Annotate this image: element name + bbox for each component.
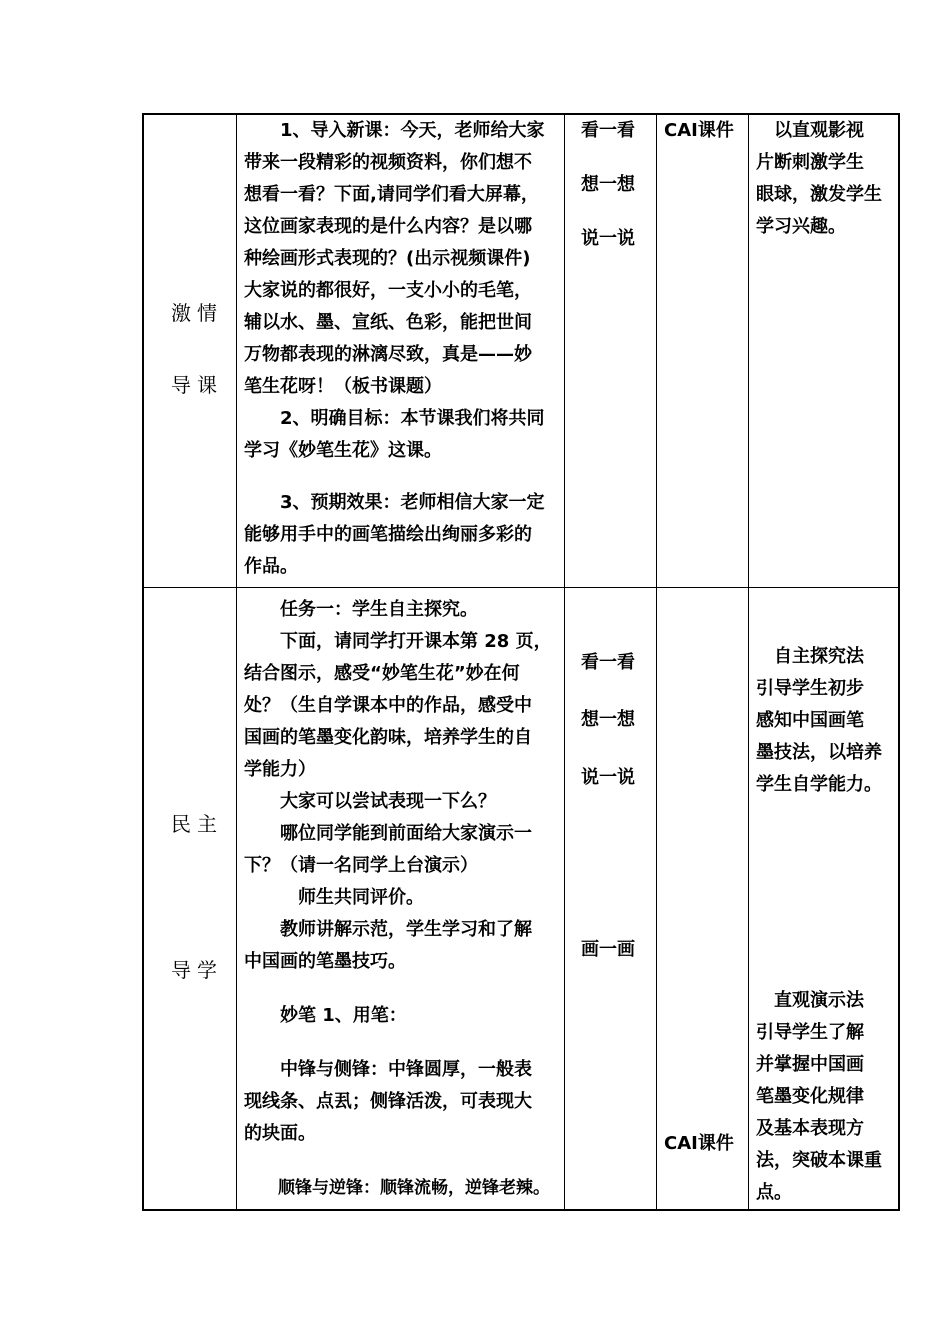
text-line: 2、明确目标：本节课我们将共同 [244, 408, 545, 429]
text-line: 及基本表现方 [756, 1118, 864, 1139]
text-line: 教师讲解示范，学生学习和了解 [244, 919, 532, 940]
column-divider [564, 115, 565, 1209]
text-line: 大家说的都很好，一支小小的毛笔， [244, 280, 532, 301]
text-line: 顺锋与逆锋：顺锋流畅，逆锋老辣。 [244, 1178, 550, 1198]
text-line: 法，突破本课重 [756, 1150, 882, 1171]
text-line: 作品。 [244, 556, 298, 577]
text-line: 结合图示，感受“妙笔生花”妙在何 [244, 663, 520, 684]
text-line: 下面，请同学打开课本第 28 页， [244, 631, 552, 652]
text-line: 3、预期效果：老师相信大家一定 [244, 492, 545, 513]
text-line: 中国画的笔墨技巧。 [244, 951, 406, 972]
category-label-1a: 激情 [171, 301, 223, 325]
text-line: 学能力） [244, 759, 316, 780]
row2-purpose-a [756, 641, 901, 801]
text-line: 辅以水、墨、宣纸、色彩，能把世间 [244, 312, 532, 333]
row1-content [244, 115, 564, 583]
row2-purpose-b [756, 985, 901, 1209]
category-label-1b: 导课 [171, 373, 223, 397]
text-line: 哪位同学能到前面给大家演示一 [244, 823, 532, 844]
activity-think-2: 想一想 [581, 709, 635, 730]
text-line: 的块面。 [244, 1123, 316, 1144]
text-line: 笔生花呀！（板书课题） [244, 376, 442, 397]
text-line: 引导学生初步 [756, 678, 864, 699]
text-line: 现线条、点厾；侧锋活泼，可表现大 [244, 1091, 532, 1112]
spacer [244, 1032, 564, 1054]
activity-speak: 说一说 [581, 228, 635, 249]
text-line: 墨技法，以培养 [756, 742, 882, 763]
activity-look-2: 看一看 [581, 652, 635, 673]
text-line: 万物都表现的淋漓尽致，真是——妙 [244, 344, 532, 365]
text-line: 感知中国画笔 [756, 710, 864, 731]
text-line: 这位画家表现的是什么内容？是以哪 [244, 216, 532, 237]
text-line: 带来一段精彩的视频资料，你们想不 [244, 152, 532, 173]
lesson-plan-table [142, 113, 900, 1211]
column-divider [748, 115, 749, 1209]
text-line: 眼球，激发学生 [756, 184, 882, 205]
text-line: 1、导入新课：今天，老师给大家 [244, 120, 545, 141]
text-line: 笔墨变化规律 [756, 1086, 864, 1107]
spacer [244, 978, 564, 1000]
text-line: 能够用手中的画笔描绘出绚丽多彩的 [244, 524, 532, 545]
spacer [244, 1150, 564, 1172]
text-line: 片断刺激学生 [756, 152, 864, 173]
text-line: 中锋与侧锋：中锋圆厚，一般表 [244, 1059, 532, 1080]
text-line: 种绘画形式表现的？(出示视频课件) [244, 248, 531, 269]
text-line: 任务一：学生自主探究。 [244, 599, 478, 620]
text-line: 处？（生自学课本中的作品，感受中 [244, 695, 532, 716]
text-line: 下？（请一名同学上台演示） [244, 855, 478, 876]
row2-content [244, 594, 564, 1204]
media-cai: CAI课件 [664, 120, 734, 141]
text-line: 国画的笔墨变化韵味，培养学生的自 [244, 727, 532, 748]
row1-purpose [756, 115, 901, 243]
column-divider [236, 115, 237, 1209]
activity-speak-2: 说一说 [581, 767, 635, 788]
text-line: 妙笔 1、用笔： [244, 1005, 407, 1026]
media-cai-2: CAI课件 [664, 1133, 734, 1154]
activity-look: 看一看 [581, 120, 635, 141]
row-divider [144, 587, 898, 588]
text-line: 以直观影视 [756, 120, 864, 141]
text-line: 引导学生了解 [756, 1022, 864, 1043]
text-line: 想看一看？下面,请同学们看大屏幕， [244, 184, 539, 205]
activity-draw: 画一画 [581, 939, 635, 960]
category-label-2a: 民主 [171, 812, 223, 836]
category-label-2b: 导学 [171, 958, 223, 982]
text-line: 自主探究法 [756, 646, 864, 667]
text-line: 学生自学能力。 [756, 774, 882, 795]
activity-think: 想一想 [581, 174, 635, 195]
spacer [244, 467, 564, 487]
text-line: 直观演示法 [756, 990, 864, 1011]
text-line: 点。 [756, 1182, 792, 1203]
text-line: 并掌握中国画 [756, 1054, 864, 1075]
text-line: 大家可以尝试表现一下么？ [244, 791, 496, 812]
column-divider [656, 115, 657, 1209]
text-line: 学习《妙笔生花》这课。 [244, 440, 442, 461]
text-line: 学习兴趣。 [756, 216, 846, 237]
text-line: 师生共同评价。 [244, 887, 424, 908]
